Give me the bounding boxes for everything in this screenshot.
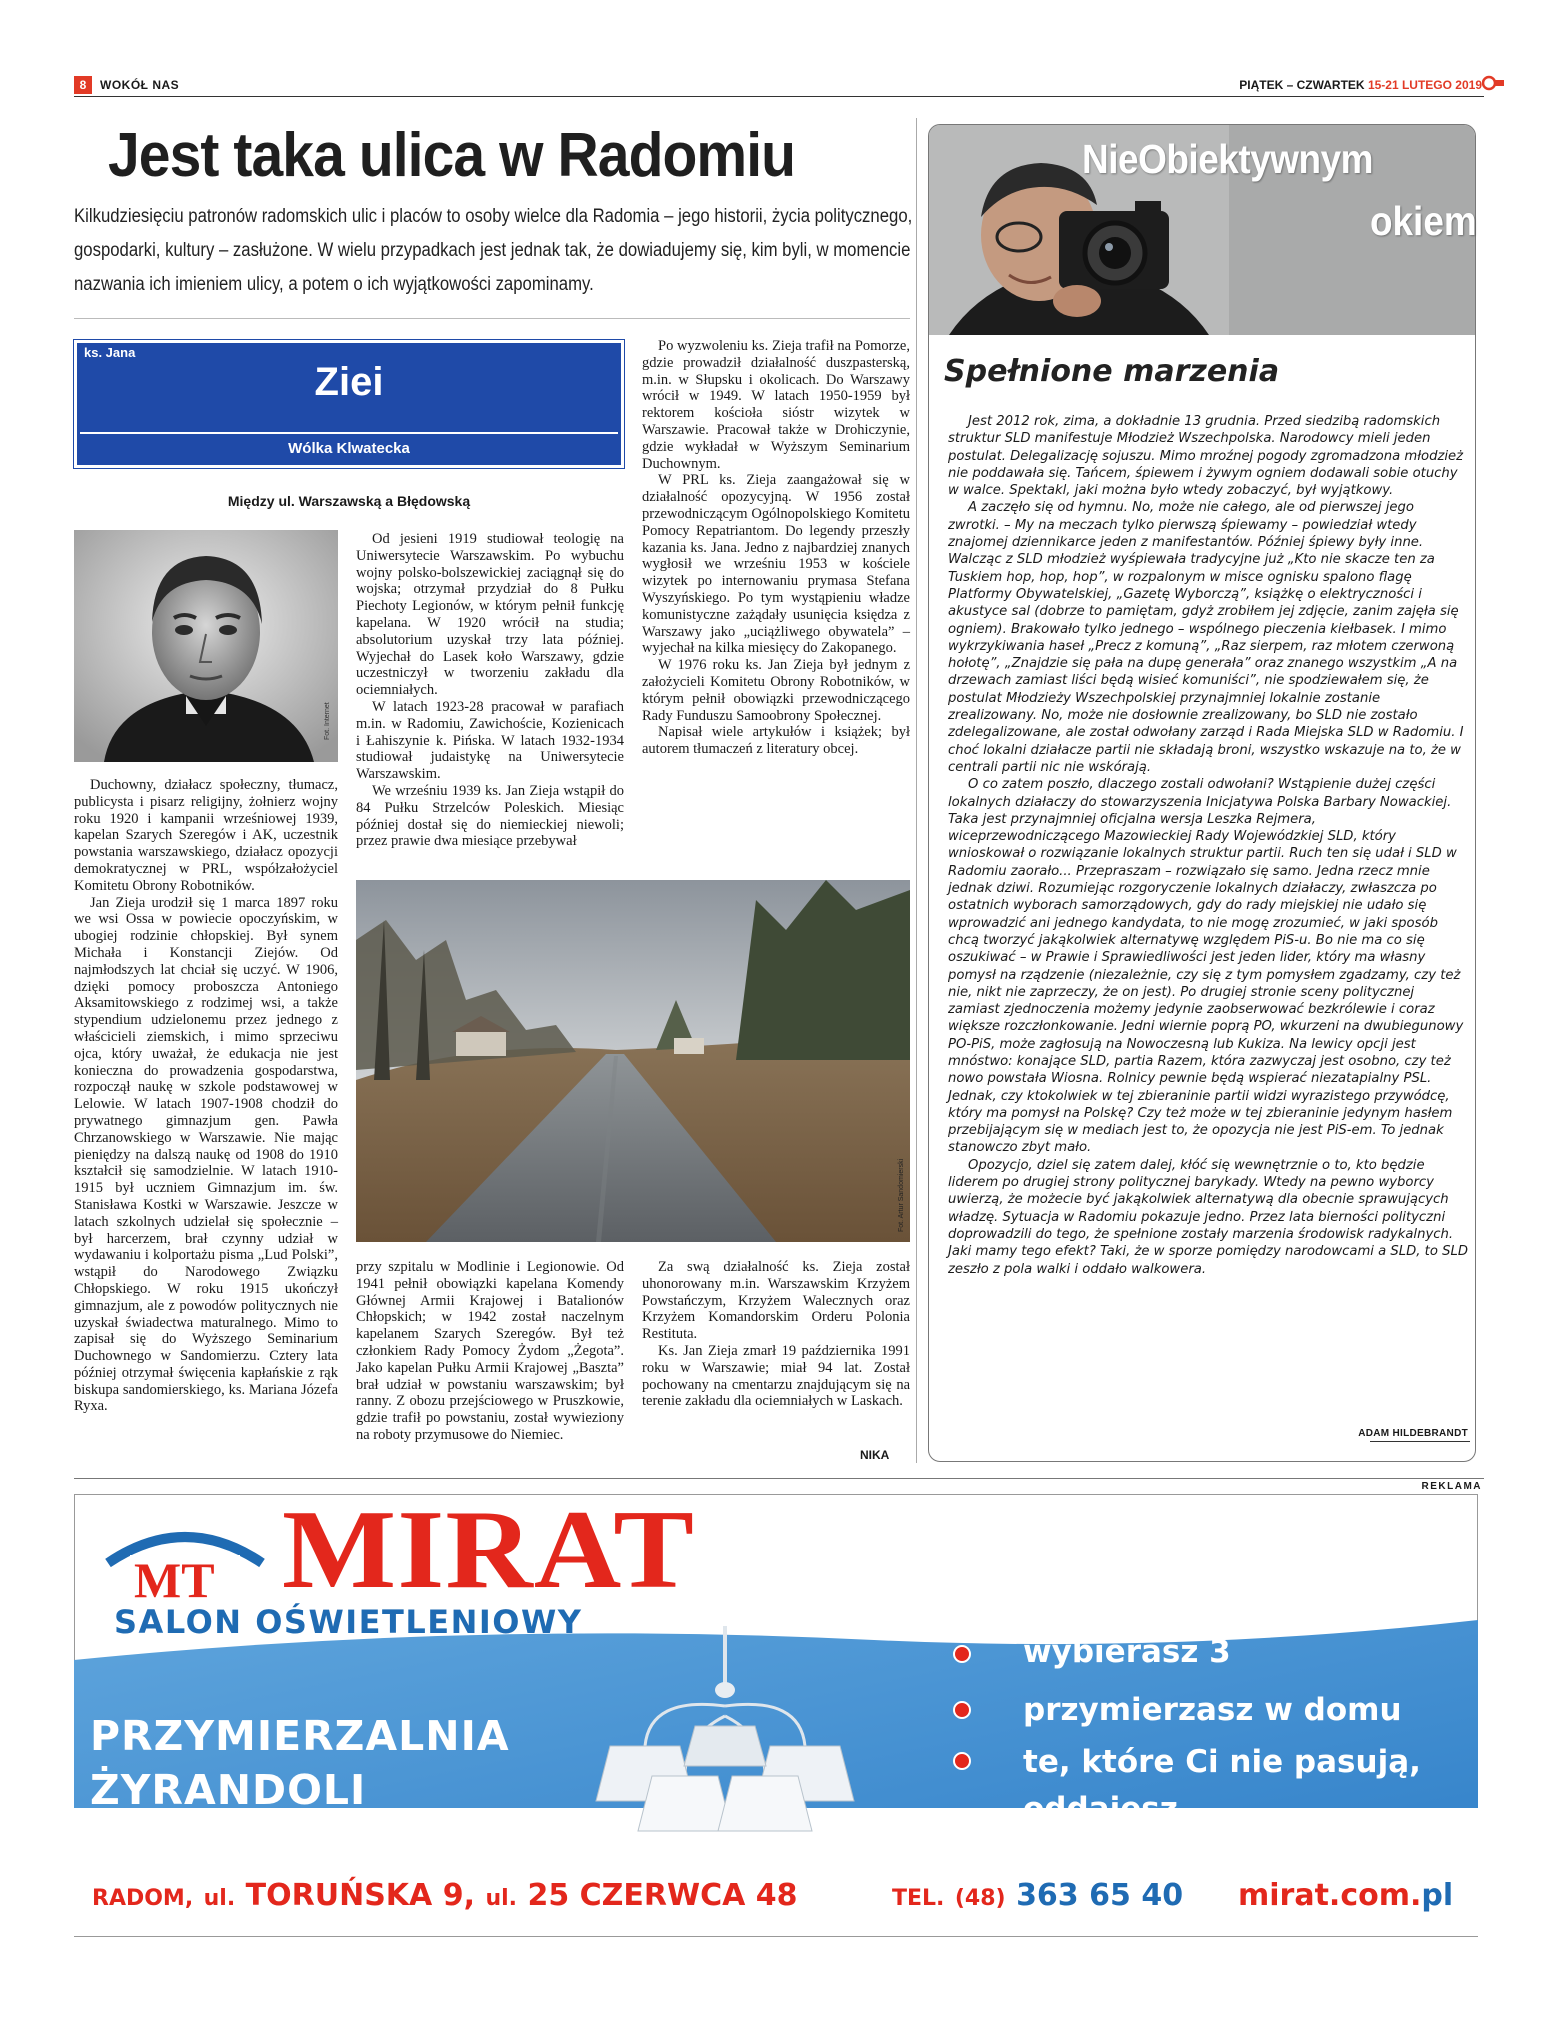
article-column-1 bbox=[74, 777, 338, 1415]
article-lead: Kilkudziesięciu patronów radomskich ulic i placów to osoby wielce dla Radomia – jego historii, życia politycznego, gospodarki, kultury – zasłużone. W wielu przypadkach jest jednak tak, że dowiadujemy się, kim byli, w momencie nazwania ich imieniem ulicy, a potem o ich wyjątkowości zapominamy. bbox=[74, 206, 913, 295]
address-city: RADOM, bbox=[92, 1886, 194, 1911]
street-sign-name: Ziei bbox=[314, 360, 384, 404]
paragraph: Opozycjo, dziel się zatem dalej, kłóć się wewnętrznie o to, kto będzie liderem po drugiej strony politycznej barykady. Wtedy na pewno wyborcy uwierzą, że możecie być jakąkolwiek alternatywą dla obecnie sprawujących władzę. Sytuacja w Radomiu pokazuje jedno. Przez lata bierności polityczni doprowadzili do tego, że spełnione zostały marzenia środowisk radykalnych. Jaki mamy tego efekt? Taki, że w sporze pomiędzy narodowcami a SLD, to SLD zeszło z pola walki i oddało walkowera. bbox=[948, 1157, 1468, 1277]
lead-divider bbox=[74, 318, 910, 319]
opinion-author: ADAM HILDEBRANDT bbox=[1358, 1428, 1468, 1439]
address-ul-2: ul. bbox=[485, 1886, 517, 1911]
brand-name: MIRAT bbox=[282, 1488, 696, 1612]
opinion-text bbox=[948, 413, 1468, 1278]
photo-credit: Fot. Artur Sandomierski bbox=[898, 1158, 905, 1232]
paragraph: Napisał wiele artykułów i książek; był autorem tłumaczeń z literatury obcej. bbox=[642, 724, 910, 758]
advert-divider bbox=[74, 1478, 1484, 1479]
paragraph: W PRL ks. Zieja zaangażował się w działalność opozycyjną. W 1956 został przewodniczącym Ogólnopolskiego Komitetu Pomocy Repatriantom. Do legendy przeszły kazania ks. Jana. Jedno z najbardziej znanych wygłosił we wrześniu 1953 w kościele wizytek po internowaniu prymasa Stefana Wyszyńskiego. Po tym wystąpieniu władze komunistyczne zażądały usunięcia księdza z Warszawy jako „uciążliwego obywatela” – wyjechał na kilka miesięcy do Zakopanego. bbox=[642, 472, 910, 657]
paragraph: We wrześniu 1939 ks. Jan Zieja wstąpił do 84 Pułku Strzelców Poleskich. Miesiąc później dostał się do niemieckiej niewoli; przez prawie dwa miesiące przebywał bbox=[356, 782, 624, 850]
article-column-2-top bbox=[356, 531, 624, 850]
advert-bullet: te, które Ci nie pasują, bbox=[1023, 1744, 1421, 1780]
website-domain: mirat.com. bbox=[1238, 1878, 1422, 1913]
date-days: PIĄTEK – CZWARTEK bbox=[1239, 78, 1365, 92]
issue-date bbox=[1239, 78, 1482, 92]
column-title: NieObiektywnym bbox=[1082, 136, 1374, 182]
tel-label: TEL. bbox=[892, 1886, 945, 1911]
paragraph: W 1976 roku ks. Jan Zieja był jednym z założycieli Komitetu Obrony Robotników, w którym pełnił obowiązki przewodniczącego Rady Funduszu Samoobrony Społecznej. bbox=[642, 657, 910, 724]
paragraph: Duchowny, działacz społeczny, tłumacz, publicysta i pisarz religijny, żołnierz wojny roku 1920 i kampanii wrześniowej 1939, kapelan Szarych Szeregów i AK, uczestnik powstania warszawskiego, działacz opozycji demokratycznej w PRL, współzałożyciel Komitetu Obrony Robotników. bbox=[74, 777, 338, 894]
paragraph: Jest 2012 rok, zima, a dokładnie 13 grudnia. Przed siedzibą radomskich struktur SLD manifestuje Młodzież Wszechpolska. Narodowcy mieli jeden postulat. Delegalizację sojuszu. Mimo mroźnej pogody zgromadzona młodzież nie poddawała się. Tańcem, śpiewem i żywym ogniem dodawali sobie otuchy w walce. Spektakl, jaki można było wtedy zobaczyć, był wyjątkowy. bbox=[948, 414, 1464, 499]
paragraph: Po wyzwoleniu ks. Zieja trafił na Pomorze, gdzie prowadził działalność duszpasterską, m.in. w Słupsku i okolicach. Do Warszawy wrócił w 1949. W latach 1950-1959 był rektorem kościoła sióstr wizytek w Warszawie. Pracował także w Drohiczynie, gdzie wykładał w Wyższym Seminarium Duchownym. bbox=[642, 338, 910, 472]
paragraph: Jan Zieja urodził się 1 marca 1897 roku we wsi Ossa w powiecie opoczyńskim, w ubogiej rodzinie chłopskiej. Był synem Michała i Konstancji Ziejów. Od najmłodszych lat chciał się uczyć. W 1906, dzięki pomocy proboszcza Antoniego Aksamitowskiego z rodzimej wsi, a także stypendium udzielonemu przez jednego z właścicieli ziemskich, i mimo sprzeciwu ojca, który uważał, że edukacja nie jest konieczna do prowadzenia gospodarstwa, rozpoczął naukę w szkole podstawowej w Lelowie. W latach 1907-1908 chodził do prywatnego gimnazjum gen. Pawła Chrzanowskiego w Warszawie. Nie mając pieniędzy na dalszą naukę od 1908 do 1910 kształcił się samodzielnie. W latach 1910-1915 był uczniem Gimnazjum im. św. Stanisława Kostki w Warszawie. Jeszcze w latach szkolnych udzielał się społecznie – był harcerzem, brał czynny udział w wydawaniu i kolportażu pisma „Lud Polski”, wstąpił do Narodowego Związku Chłopskiego. W roku 1915 ukończył gimnazjum, ale z powodów politycznych nie uzyskał świadectwa maturalnego. Mimo to zapisał się do Wyższego Seminarium Duchownego w Sandomierzu. Cztery lata później otrzymał święcenia kapłańskie z rąk biskupa sandomierskiego, ks. Mariana Józefa Ryxa. bbox=[74, 894, 338, 1415]
paragraph: przy szpitalu w Modlinie i Legionowie. Od 1941 pełnił obowiązki kapelana Komendy Głównej Armii Krajowej i Batalionów Chłopskich; w 1942 został naczelnym kapelanem Szarych Szeregów. Był też członkiem Rady Pomocy Żydom „Żegota”. Jako kapelan Pułku Armii Krajowej „Baszta” brał udział w powstaniu warszawskim; był ranny. Z obozu przejściowego w Pruszkowie, gdzie trafił po powstaniu, został wywieziony na roboty przymusowe do Niemiec. bbox=[356, 1259, 624, 1443]
address-street-1: TORUŃSKA 9, bbox=[245, 1878, 475, 1913]
address-street-2: 25 CZERWCA 48 bbox=[527, 1878, 798, 1913]
paragraph: O co zatem poszło, dlaczego zostali odwołani? Wstąpienie dużej części lokalnych działaczy do stowarzyszenia Inicjatywa Polska Barbary Nowackiej. Taka jest przynajmniej oficjalna wersja Leszka Rejmera, wiceprzewodniczącego Mazowieckiej Rady Wojewódzkiej SLD, który wnioskował o rozwiązanie lokalnych struktur partii. Ruch ten się udał i SLD w Radomiu zaorało... Przepraszam – rozwiązało się samo. Jedna rzecz mnie jednak dziwi. Rozumiejąc rozgoryczenie lokalnych działaczy, zwłaszcza po ostatnich wyborach samorządowych, gdy do rady miejskiej nie udało się wprowadzić ani jednego kandydata, to nie mogę zrozumieć, w jaki sposób chcą tworzyć jakąkolwiek alternatywę względem PiS-u. Bo nie ma co się oszukiwać – w Prawie i Sprawiedliwości jest jeden lider, który ma własny pomysł na rządzenie (niezależnie, czy się z tym pomysłem zgadzamy, czy też nie, nikt nie zaprzeczy, że on jest). Po drugiej stronie sceny politycznej zamiast zjednoczenia możemy jedynie zaobserwować bezkrólewie i coraz większe rozczłonkowanie. Jedni wiernie poprą PO, wkurzeni na dwubiegunowy PO-PiS, może zagłosują na Nowoczesną lub Kukiza. Na lewicy opcji jest mnóstwo: konające SLD, partia Razem, która zazwyczaj jest osobno, czy też nowo powstała Wiosna. Rolnicy pewnie będą wspierać niezatapialny PSL. Jednak, czy ktokolwiek w tej zbieraninie partii widzi wyrazistego przywódcę, który ma pomysł na Polskę? Czy też może w tej zbieraninie jedynym hasłem przebijającym się w mediach jest to, że opozycja nie jest PiS-em. To jednak stanowczo zbyt mało. bbox=[948, 777, 1464, 1156]
advert-headline-line-2: ŻYRANDOLI bbox=[90, 1766, 367, 1814]
mirat-logo-icon bbox=[100, 1515, 270, 1605]
date-range: 15-21 LUTEGO 2019 bbox=[1367, 78, 1482, 92]
paragraph: A zaczęło się od hymnu. No, może nie całego, ale od pierwszej jego zwrotki. – My na meczach tylko pierwszą śpiewamy – powiedział wtedy znajomej dziennikarce jeden z manifestantów. Później śpiewy były inne. Walcząc z SLD młodzież wyśpiewała tradycyjne już „Kto nie skacze ten za Tuskiem hop, hop, hop”, w rozpalonym w misce ognisku spalono flagę Platformy Obywatelskiej, „Gazetę Wyborczą”, książkę o elektryczności i akustyce sal (dobrze to pamiętam, gdyż zrobiłem jej zdjęcie, zanim zajęła się ogniem). Brakowało tylko jednego – wspólnego pieczenia kiełbasek. I mimo wykrzykiwania haseł „Precz z komuną”, „Raz sierpem, raz młotem czerwoną hołotę”, „Znajdzie się pała na dupę generała” oraz znanego wszystkim „A na drzewach zamiast liści będą wisieć komuniści”, nie spodziewałem się, że postulat Młodzieży Wszechpolskiej przynajmniej lokalnie zostanie zrealizowany. No, może nie dosłownie zrealizowany, bo SLD nie zostało zdelegalizowane, ale został odwołany zarząd i Rada Miejska SLD w Radomiu. I choć lokalni działacze partii nie składają broni, wszystko wskazuje na to, że w centrali partii nic nie wskórają. bbox=[948, 500, 1464, 775]
road-photo-image bbox=[356, 880, 910, 1242]
header-divider bbox=[74, 96, 1484, 97]
portrait-photo bbox=[74, 530, 338, 762]
advert-headline-line-1: PRZYMIERZALNIA bbox=[90, 1712, 510, 1760]
website-tld: pl bbox=[1421, 1878, 1454, 1913]
paragraph: W latach 1923-28 pracował w parafiach m.in. w Radomiu, Zawichoście, Kozienicach i Łahiszynie k. Pińska. W latach 1932-1934 studiował judaistykę na Uniwersytecie Warszawskim. bbox=[356, 698, 624, 783]
brand-subtitle: SALON OŚWIETLENIOWY bbox=[114, 1603, 583, 1641]
advert-bullet: oddajesz bbox=[1023, 1791, 1178, 1827]
tel-area: (48) bbox=[954, 1886, 1006, 1911]
article-signature: NIKA bbox=[860, 1448, 890, 1462]
paragraph: Ks. Jan Zieja zmarł 19 października 1991 roku w Warszawie; miał 94 lat. Został pochowany na cmentarzu znajdującym się na terenie zakładu dla ociemniałych w Laskach. bbox=[642, 1342, 910, 1410]
paragraph: Za swą działalność ks. Zieja został uhonorowany m.in. Warszawskim Krzyżem Powstańczym, Krzyżem Walecznych oraz Krzyżem Komandorskim Orderu Polonia Restituta. bbox=[642, 1259, 910, 1343]
section-name: WOKÓŁ NAS bbox=[100, 78, 180, 92]
bullet-dot-icon bbox=[953, 1645, 971, 1663]
store-address bbox=[92, 1878, 798, 1913]
street-sign-prefix: ks. Jana bbox=[84, 345, 136, 360]
publisher-logo-icon bbox=[1482, 75, 1504, 91]
bullet-dot-icon bbox=[953, 1701, 971, 1719]
store-phone bbox=[892, 1878, 1183, 1913]
tel-number: 363 65 40 bbox=[1016, 1878, 1184, 1913]
street-sign-district: Wólka Klwatecka bbox=[288, 440, 410, 457]
priest-portrait-image bbox=[74, 530, 338, 762]
street-sign-divider bbox=[80, 432, 618, 434]
chandelier-icon bbox=[590, 1626, 860, 1856]
bullet-dot-icon bbox=[953, 1752, 971, 1770]
article-headline: Jest taka ulica w Radomiu bbox=[108, 121, 796, 190]
street-location: Między ul. Warszawską a Błędowską bbox=[227, 493, 471, 509]
street-photo bbox=[356, 880, 910, 1242]
column-divider bbox=[916, 118, 917, 1463]
address-ul: ul. bbox=[203, 1886, 236, 1911]
article-column-3-bottom bbox=[642, 1259, 910, 1410]
advert-bullet: wybierasz 3 bbox=[1023, 1634, 1231, 1670]
opinion-headline: Spełnione marzenia bbox=[944, 354, 1280, 389]
store-website bbox=[1238, 1878, 1453, 1913]
column-title-second-line: okiem bbox=[1370, 198, 1477, 244]
article-column-3-top bbox=[642, 338, 910, 758]
logo-letters: MT bbox=[134, 1552, 215, 1605]
portrait-credit: Fot. Internet bbox=[324, 702, 331, 740]
article-column-2-bottom bbox=[356, 1259, 624, 1444]
paragraph: Od jesieni 1919 studiował teologię na Uniwersytecie Warszawskim. Po wybuchu wojny polsko-bolszewickiej zaciągnął się do wojska; otrzymał przydział do 8 Pułku Piechoty Legionów, w którym pełnił funkcję kapelana. W 1920 wrócił na studia; absolutorium uzyskał trzy lata później. Wyjechał do Lasek koło Warszawy, gdzie uczestniczył w tworzeniu zakładu dla ociemniałych. bbox=[356, 531, 624, 699]
advert-label: REKLAMA bbox=[1421, 1481, 1482, 1492]
author-underline bbox=[1370, 1441, 1470, 1442]
advert-bullet: przymierzasz w domu bbox=[1023, 1692, 1402, 1728]
page-number: 8 bbox=[74, 76, 92, 94]
